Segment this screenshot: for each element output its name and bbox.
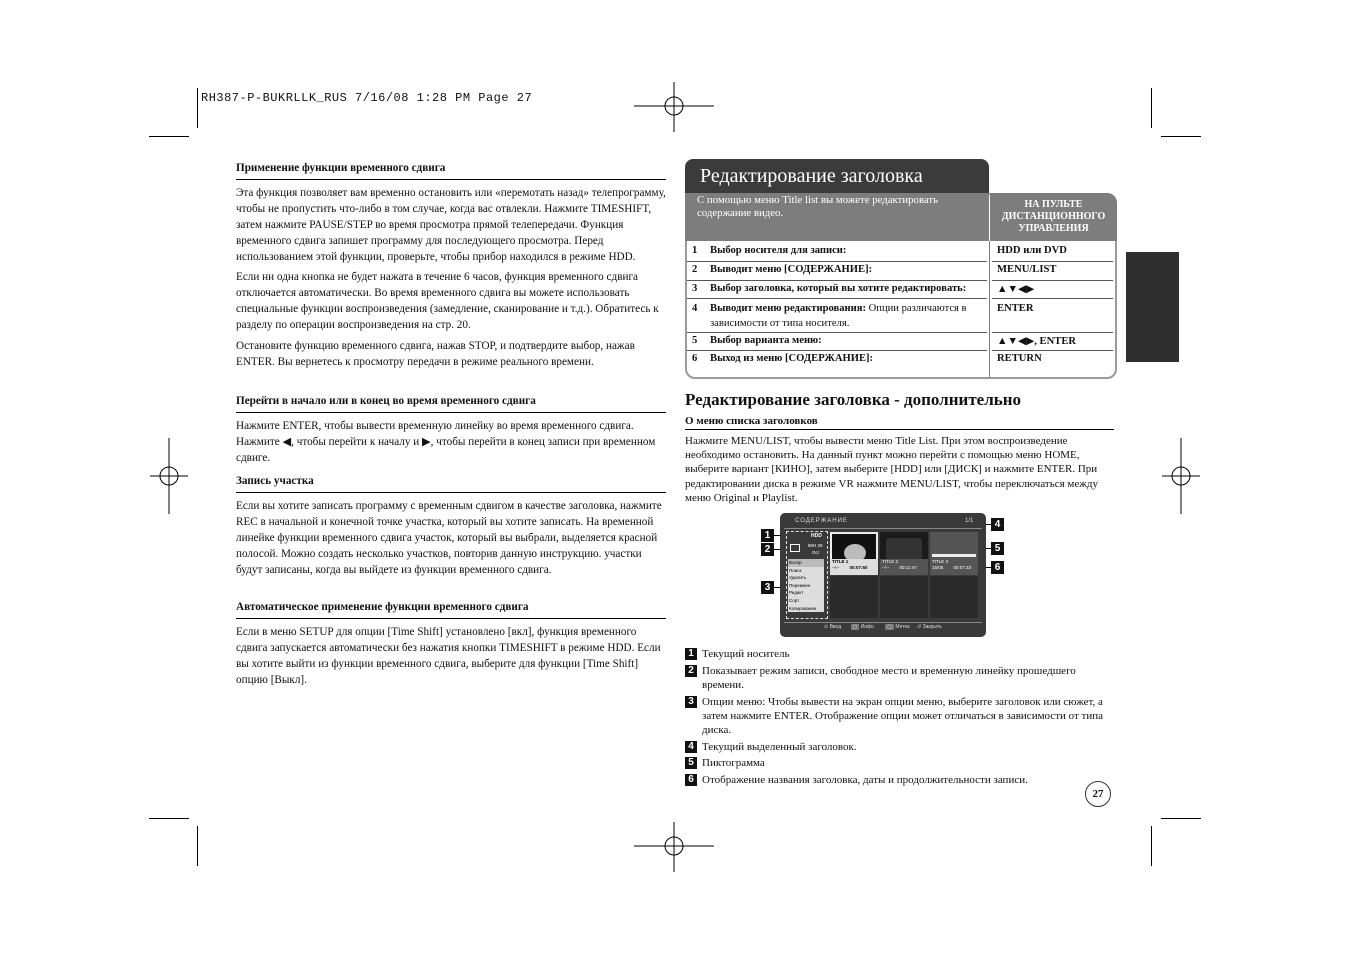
callout-badge: 5 xyxy=(991,542,1004,555)
title-list-screenshot xyxy=(780,513,986,637)
legend-item: 2 Показывает режим записи, свободное место и временную линейку прошедшего времени. xyxy=(685,664,1115,678)
registration-mark-right xyxy=(1160,436,1202,516)
section-heading: Перейти в начало или в конец во время временного сдвига xyxy=(236,394,666,413)
section-auto-timeshift xyxy=(236,600,666,694)
menu-option[interactable]: Удалить xyxy=(788,574,824,582)
screen-menu xyxy=(788,559,824,612)
screen-header: СОДЕРЖАНИЕ xyxy=(795,518,848,524)
menu-option[interactable]: Сорт xyxy=(788,597,824,605)
callout-badge: 4 xyxy=(991,518,1004,531)
callout-badge: 6 xyxy=(991,561,1004,574)
remote-column-header: НА ПУЛЬТЕ ДИСТАНЦИОННОГО УПРАВЛЕНИЯ xyxy=(990,193,1117,241)
title-info: TITLE 3 15/05 00:07:33 xyxy=(930,559,978,575)
registration-mark-bottom xyxy=(632,820,716,874)
menu-option[interactable]: Воспр xyxy=(788,559,824,567)
paragraph: Нажмите ENTER, чтобы вывести временную линейку во время временного сдвига. Нажмите ◀, чтобы перейти к началу и ▶, чтобы перейти в конец записи при временном сдвиге. xyxy=(236,419,656,464)
thumbnail-image xyxy=(932,554,976,557)
paragraph: Если в меню SETUP для опции [Time Shift] установлено [вкл], функция временного сдвига запускается автоматически без нажатия кнопки TIMESHIFT в режиме HDD. Если вы хотите выйти из функции временного сдвига, выберите для функции [Time Shift] опцию [Выкл]. xyxy=(236,625,661,686)
menu-option[interactable]: Поиск xyxy=(788,567,824,575)
legend-item: 4 Текущий выделенный заголовок. xyxy=(685,740,1115,754)
screen-page: 1/1 xyxy=(965,518,974,524)
section-heading: Применение функции временного сдвига xyxy=(236,161,666,180)
section-heading: Автоматическое применение функции временного сдвига xyxy=(236,600,666,619)
legend-item: 1 Текущий носитель xyxy=(685,647,1115,661)
arrow-right-icon: ▶ xyxy=(422,435,431,448)
screen-mode: 80H 29 xyxy=(808,543,823,548)
section-record-segment xyxy=(236,474,666,583)
footer-hint: ⊙ Ввод ▢ Инфо ▢ Метка ↺ Закрыть xyxy=(824,624,942,630)
registration-mark-top xyxy=(632,80,716,134)
legend-item: 3 Опции меню: Чтобы вывести на экран опции меню, выберите заголовок или сюжет, а затем нажмите ENTER. Отображение опции может отличаться в зависимости от типа диска. xyxy=(685,695,1115,709)
menu-option[interactable]: Переимен xyxy=(788,582,824,590)
callout-badge: 2 xyxy=(761,543,774,556)
section-timeshift xyxy=(236,161,666,376)
callout-badge: 3 xyxy=(761,581,774,594)
title-info: TITLE 2 --/-- 00:11:47 xyxy=(880,559,928,575)
legend-item: 6 Отображение названия заголовка, даты и продолжительности записи. xyxy=(685,773,1115,787)
menu-option[interactable]: Редакт xyxy=(788,589,824,597)
hdd-icon xyxy=(790,544,800,552)
title-info: TITLE 1 --/-- 00:07:50 xyxy=(830,559,878,575)
menu-option[interactable]: Копирование xyxy=(788,605,824,613)
section-heading: О меню списка заголовков xyxy=(685,415,1114,430)
paragraph: Нажмите MENU/LIST, чтобы вывести меню Title List. При этом воспроизведение необходимо остановить. На данный пункт можно перейти с помощью меню HOME, выберите вариант [КИНО], затем выберите [HDD] или [ДИСК] и нажмите ENTER. При редактировании диска в режиме VR нажмите MENU/LIST, чтобы переключаться между меню Original и Playlist. xyxy=(685,435,1098,504)
page-title: Редактирование заголовка xyxy=(685,159,989,195)
section-heading: Запись участка xyxy=(236,474,666,493)
legend-item: 5 Пиктограмма xyxy=(685,756,1115,770)
paragraph: Если ни одна кнопка не будет нажата в течение 6 часов, функция временного сдвига отключается автоматически. Во время временного сдвига вы можете использовать специальные функции воспроизведения (замедление, сканирование и т.д.). Обратитесь к разделу по операции воспроизведения на стр. 20. xyxy=(236,271,659,332)
printer-slug: RH387-P-BUKRLLK_RUS 7/16/08 1:28 PM Page 27 xyxy=(201,91,533,105)
section-jump xyxy=(236,394,666,472)
chapter-tab xyxy=(1126,252,1179,362)
page-number: 27 xyxy=(1085,781,1111,807)
screen-free: Ост xyxy=(812,550,820,555)
procedure-intro: С помощью меню Title list вы можете редактировать содержание видео. xyxy=(685,193,989,241)
paragraph: Остановите функцию временного сдвига, нажав STOP, и подтвердите выбор, нажав ENTER. Вы вернетесь к просмотру передачи в режиме реального времени. xyxy=(236,340,635,368)
paragraph: Эта функция позволяет вам временно остановить или «перемотать назад» телепрограмму, чтобы не пропустить что-либо в том случае, когда вас отвлекли. Нажмите TIMESHIFT, затем нажмите PAUSE/STEP во время просмотра прямой телепередачи. Функция временного сдвига запишет программу для последующего просмотра. Перед использованием этой функции, проверьте, чтобы прибор находился в режиме HDD. xyxy=(236,186,666,263)
section-subtitle: Редактирование заголовка - дополнительно xyxy=(685,390,1022,409)
arrow-left-icon: ◀ xyxy=(282,435,292,448)
paragraph: Если вы хотите записать программу с временным сдвигом в качестве заголовка, нажмите REC в начальной и конечной точке участка, который вы хотите записать. На временной линейке функции временного сдвига участок, который вы выбрали, выделяется красной полосой. Можно создать несколько участков, повторив данную инструкцию. участки будут записаны, когда вы выйдете из функции временного сдвига. xyxy=(236,499,662,576)
callout-badge: 1 xyxy=(761,529,774,542)
screen-media: HDD xyxy=(811,533,822,539)
registration-mark-left xyxy=(148,436,190,516)
